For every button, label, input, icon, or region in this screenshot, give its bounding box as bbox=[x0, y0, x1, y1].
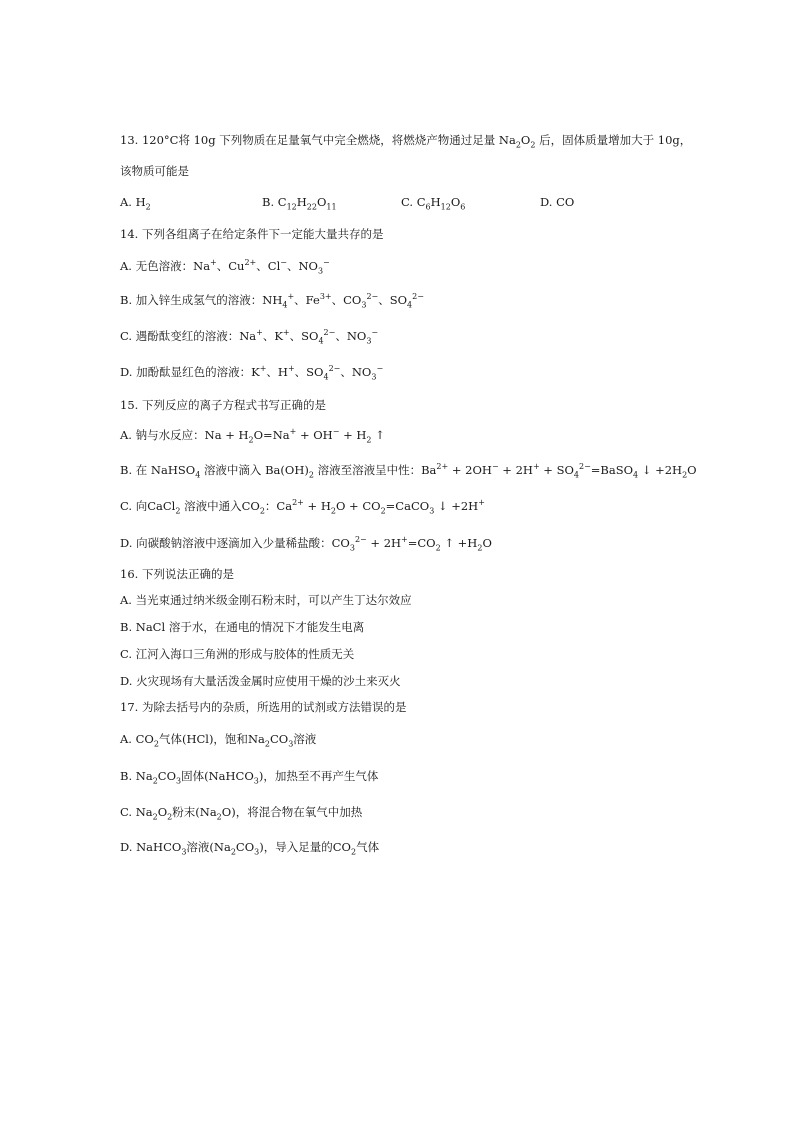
q16-option-d: D. 火灾现场有大量活泼金属时应使用干燥的沙土来灭火 bbox=[120, 674, 401, 688]
q14-option-c: C. 遇酚酞变红的溶液：Na+、K+、$SO_4^{2-}$、$NO_3^-$ bbox=[120, 328, 379, 346]
q13-stem-line1: 13. 120°C将 10g 下列物质在足量氧气中完全燃烧，将燃烧产物通过足量 $Na_2O_2$ 后，固体质量增加大于 10g， bbox=[120, 133, 692, 150]
q16-option-a: A. 当光束通过纳米级金刚石粉末时，可以产生丁达尔效应 bbox=[120, 593, 412, 607]
q14-option-a: A. 无色溶液：Na+、$Cu^{2+}$、Cl−、$NO_3^-$ bbox=[120, 258, 330, 276]
q14-stem: 14. 下列各组离子在给定条件下一定能大量共存的是 bbox=[120, 227, 384, 241]
q17-option-a: A. $CO_2$气体(HCl)，饱和$Na_2CO_3$溶液 bbox=[120, 732, 317, 749]
q17-option-b: B. $Na_2CO_3$固体(NaHCO$_3$)，加热至不再产生气体 bbox=[120, 769, 379, 786]
q13-option-d: D. CO bbox=[540, 195, 575, 209]
q16-stem: 16. 下列说法正确的是 bbox=[120, 567, 234, 581]
q16-option-c: C. 江河入海口三角洲的形成与胶体的性质无关 bbox=[120, 647, 355, 661]
q17-option-c: C. $Na_2O_2$粉末$(Na_2O)$，将混合物在氧气中加热 bbox=[120, 805, 363, 822]
q13-option-b: B. $C_{12}H_{22}O_{11}$ bbox=[262, 195, 337, 212]
q14-option-b: B. 加入锌生成氢气的溶液：$NH_4^+$、$Fe^{3+}$、$CO_3^{2-}$、$SO_4^{2-}$ bbox=[120, 292, 424, 310]
q15-option-d: D. 向碳酸钠溶液中逐滴加入少量稀盐酸：$CO_3^{2-} + 2H^+=CO_2$ ↑ $+H_2O$ bbox=[120, 535, 492, 553]
q13-option-a: A. $H_2$ bbox=[120, 195, 151, 212]
q15-option-c: C. 向CaCl$_2$ 溶液中通入$CO_2$：$Ca^{2+} + H_2O$ + $CO_2=CaCO_3$ ↓ +2H+ bbox=[120, 498, 485, 516]
q13-option-c: C. $C_6H_{12}O_6$ bbox=[401, 195, 466, 212]
q17-stem: 17. 为除去括号内的杂质，所选用的试剂或方法错误的是 bbox=[120, 700, 407, 714]
q15-stem: 15. 下列反应的离子方程式书写正确的是 bbox=[120, 398, 326, 412]
q15-option-b: B. 在 NaHSO$_4$ 溶液中滴入 $Ba(OH)_2$ 溶液至溶液呈中性：$Ba^{2+} + 2OH^- + 2H^+$ + $SO_4^{2-}=BaSO_4$ ↓ $+2H_2O$ bbox=[120, 462, 697, 480]
q17-option-d: D. NaHCO$_3$溶液$(Na_2CO_3)$，导入足量的$CO_2$气体 bbox=[120, 840, 380, 857]
q16-option-b: B. NaCl 溶于水，在通电的情况下才能发生电离 bbox=[120, 620, 365, 634]
q13-stem-line2: 该物质可能是 bbox=[120, 164, 189, 178]
q15-option-a: A. 钠与水反应：$Na + H_2O=Na^+ + OH^- + H_2$ ↑ bbox=[120, 427, 385, 445]
q14-option-d: D. 加酚酞显红色的溶液：K+、H+、$SO_4^{2-}$、$NO_3^-$ bbox=[120, 364, 384, 382]
